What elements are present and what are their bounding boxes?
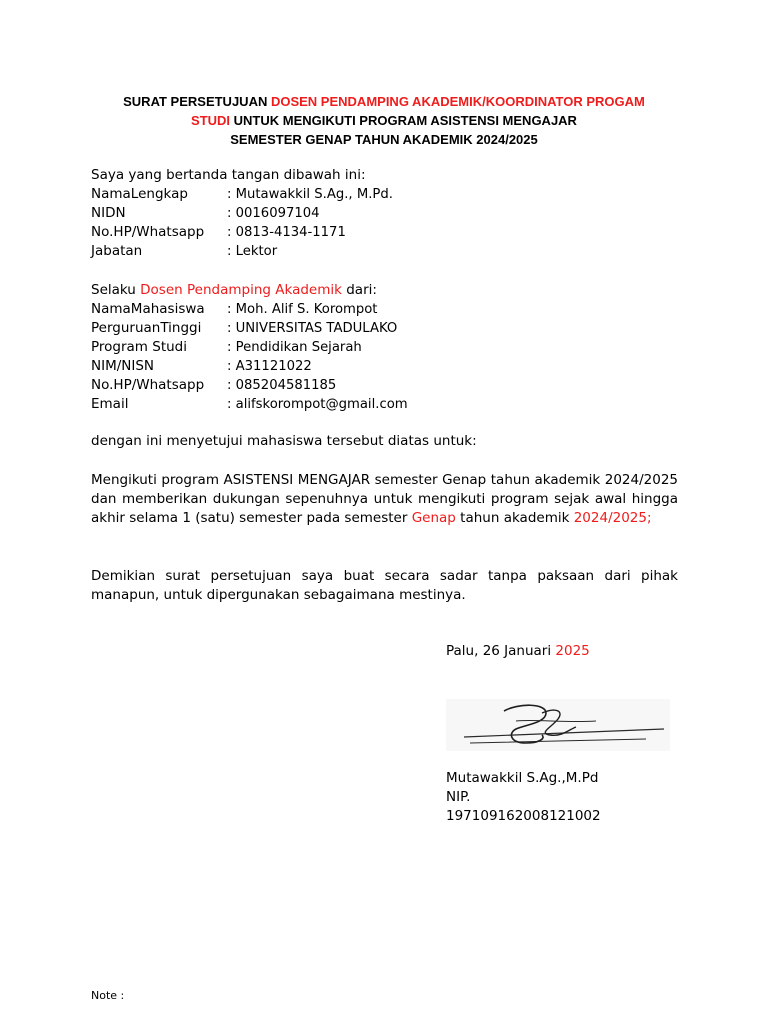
field-label: Jabatan [91,243,143,259]
field-row [91,319,398,338]
field-row [91,357,377,376]
field-row [91,300,377,319]
intro-text: dari: [341,282,377,298]
field-label: Email [91,396,129,412]
field-label: PerguruanTinggi [91,320,202,336]
closing-paragraph: Demikian surat persetujuan saya buat secara sadar tanpa paksaan dari pihak manapun, untuk dipergunakan sebagaimana mestinya. [91,568,678,603]
field-label: NamaLengkap [91,186,188,202]
title-text: UNTUK MENGIKUTI PROGRAM ASISTENSI MENGAJAR [230,113,577,128]
place-date [446,642,590,661]
signature-block [446,769,601,826]
body-paragraph [91,471,678,528]
field-row [91,242,366,261]
date-year: 2025 [555,643,590,659]
field-label: NamaMahasiswa [91,301,205,317]
field-value: : 0016097104 [227,206,320,221]
title-line-1 [60,92,708,111]
field-row [91,204,366,223]
field-label: Program Studi [91,339,187,355]
field-value: : alifskorompot@gmail.com [227,397,408,412]
field-value: : UNIVERSITAS TADULAKO [227,321,398,336]
footer-note: Note : [91,989,125,1002]
handwritten-signature [446,699,670,751]
field-row [91,376,377,395]
title-text: SURAT PERSETUJUAN [123,94,271,109]
title-line-3: SEMESTER GENAP TAHUN AKADEMIK 2024/2025 [230,132,538,147]
body-highlight: Genap [411,510,456,526]
student-intro [91,281,377,300]
title-highlight: DOSEN PENDAMPING AKADEMIK/KOORDINATOR PROGAM [270,94,645,109]
body-highlight: 2024/2025; [573,510,652,526]
intro-highlight: Dosen Pendamping Akademik [140,282,342,298]
student-block [91,281,408,414]
field-value: : 0813-4134-1171 [227,225,346,240]
letter-title [60,92,708,149]
field-value: : A31121022 [227,359,312,374]
field-label: NIM/NISN [91,358,155,374]
field-value: : Lektor [227,244,278,259]
field-row [91,338,377,357]
body-text: Mengikuti program ASISTENSI MENGAJAR semester Genap tahun akademik 2024/2025 dan memberikan dukungan sepenuhnya untuk mengikuti program sejak awal hingga akhir selama 1 (satu) semester pada semester [91,472,678,526]
signer-name: Mutawakkil S.Ag.,M.Pd [446,770,599,786]
consent-line: dengan ini menyetujui mahasiswa tersebut diatas untuk: [91,433,477,449]
field-value: : Moh. Alif S. Korompot [227,302,378,317]
field-value: : Pendidikan Sejarah [227,340,362,355]
field-label: No.HP/Whatsapp [91,224,205,240]
field-value: : Mutawakkil S.Ag., M.Pd. [227,187,393,202]
intro-text: Selaku [91,282,141,298]
title-line-2 [60,111,708,130]
field-row [91,395,408,414]
date-text: Palu, 26 Januari [446,643,556,659]
field-label: NIDN [91,205,126,221]
signer-block [91,166,393,261]
field-row [91,185,393,204]
body-text: tahun akademik [455,510,574,526]
field-label: No.HP/Whatsapp [91,377,205,393]
field-value: : 085204581185 [227,378,337,393]
title-highlight: STUDI [191,113,231,128]
nip-number: 197109162008121002 [446,808,601,824]
nip-label: NIP. [446,789,471,805]
field-row [91,223,366,242]
signer-intro: Saya yang bertanda tangan dibawah ini: [91,167,366,183]
